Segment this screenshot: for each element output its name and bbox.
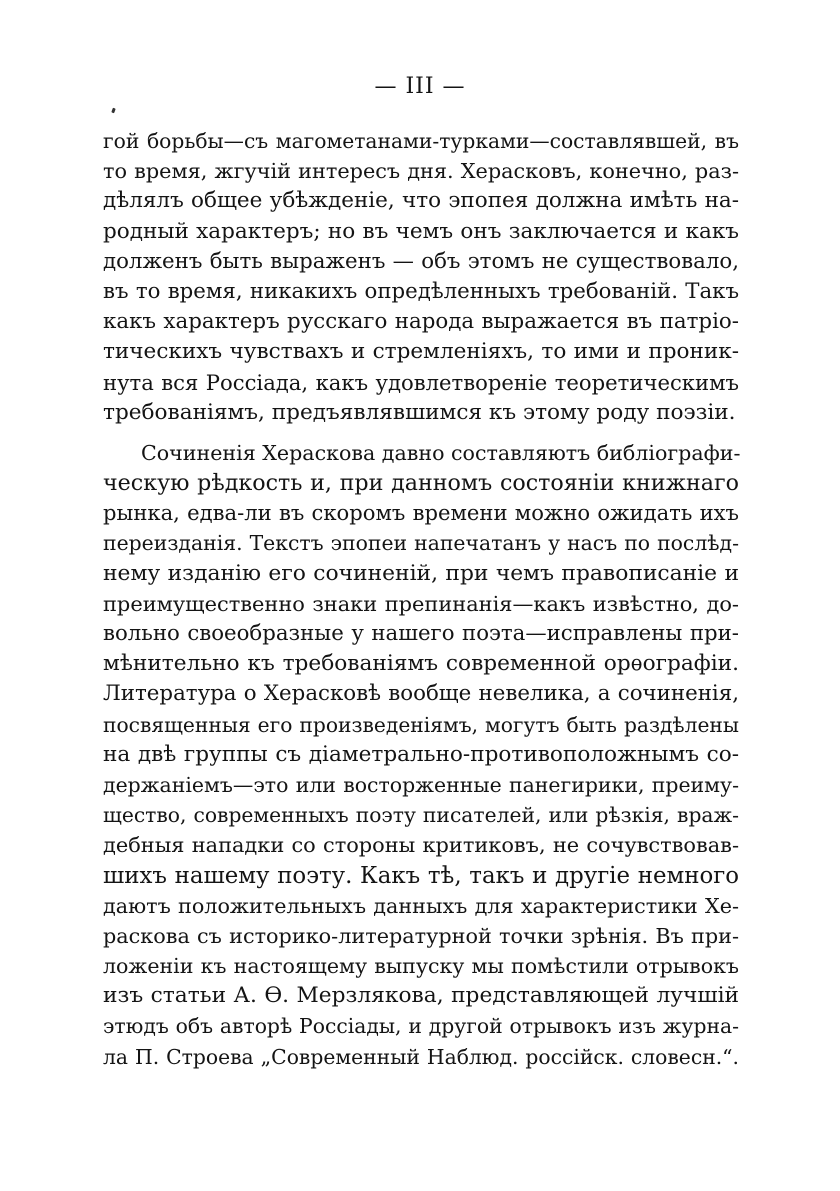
paragraph-1 xyxy=(103,126,739,428)
text-line: долженъ быть выраженъ — объ этомъ не существовало, xyxy=(103,248,739,274)
text-line: нему изданію его сочиненій, при чемъ правописаніе и xyxy=(103,560,739,586)
text-line: изъ статьи А. Ѳ. Мерзлякова, представляющей лучшій xyxy=(103,983,739,1009)
page-body xyxy=(103,126,739,1072)
text-line: какъ характеръ русскаго народа выражается въ патріо- xyxy=(103,309,739,335)
text-line: Сочиненія Хераскова давно составляютъ библіографи- xyxy=(141,440,741,465)
text-line: гой борьбы—съ магометанами-турками—составлявшей, въ xyxy=(103,129,739,153)
text-line: въ то время, никакихъ опредѣленныхъ требованій. Такъ xyxy=(103,278,739,304)
text-line: раскова съ историко-литературной точки зрѣнія. Въ при- xyxy=(103,923,739,948)
text-line: родный характеръ; но въ чемъ онъ заключается и какъ xyxy=(103,218,739,244)
text-line: на двѣ группы съ діаметрально-противоположнымъ со- xyxy=(103,741,739,767)
text-line: ческую рѣдкость и, при данномъ состояніи книжнаго xyxy=(103,470,739,497)
text-line: дѣлялъ общее убѣжденіе, что эпопея должна имѣть на- xyxy=(103,188,739,214)
paragraph-2 xyxy=(103,438,739,1072)
text-line: щество, современныхъ поэту писателей, или рѣзкія, враж- xyxy=(103,803,739,828)
page-number-header: — III — xyxy=(374,74,466,99)
text-line: то время, жгучій интересъ дня. Херасковъ, конечно, раз- xyxy=(103,159,739,184)
text-line: нута вся Россіада, какъ удовлетвореніе теоретическимъ xyxy=(103,369,739,395)
text-line: преимущественно знаки препинанія—какъ извѣстно, до- xyxy=(103,591,739,616)
text-line: даютъ положительныхъ данныхъ для характеристики Хе- xyxy=(103,893,739,918)
text-line: дебныя нападки со стороны критиковъ, не сочувствовав- xyxy=(103,833,739,858)
text-line: Литература о Херасковѣ вообще невелика, а сочиненія, xyxy=(103,681,739,707)
text-line: рынка, едва-ли въ скоромъ времени можно ожидать ихъ xyxy=(103,500,739,526)
text-line: тическихъ чувствахъ и стремленіяхъ, то ими и проник- xyxy=(103,339,739,365)
text-line: шихъ нашему поэту. Какъ тѣ, такъ и другіе немного xyxy=(103,862,739,889)
text-line: держаніемъ—это или восторженные панегирики, преиму- xyxy=(103,772,739,797)
ink-speck xyxy=(111,108,116,114)
text-line: ла П. Строева „Современный Наблюд. россійск. словесн.“. xyxy=(103,1044,739,1069)
text-line: этюдъ объ авторѣ Россіады, и другой отрывокъ изъ журна- xyxy=(103,1014,739,1039)
text-line: посвященныя его произведеніямъ, могутъ быть раздѣлены xyxy=(103,712,739,737)
text-line: мѣнительно къ требованіямъ современной орѳографіи. xyxy=(103,651,739,677)
text-line: ложеніи къ настоящему выпуску мы помѣстили отрывокъ xyxy=(103,954,739,979)
text-line: требованіямъ, предъявлявшимся къ этому роду поэзіи. xyxy=(103,399,736,425)
text-line: вольно своеобразные у нашего поэта—исправлены при- xyxy=(103,621,739,646)
paragraph-gap xyxy=(103,428,739,438)
text-line: переизданія. Текстъ эпопеи напечатанъ у насъ по послѣд- xyxy=(103,531,739,556)
